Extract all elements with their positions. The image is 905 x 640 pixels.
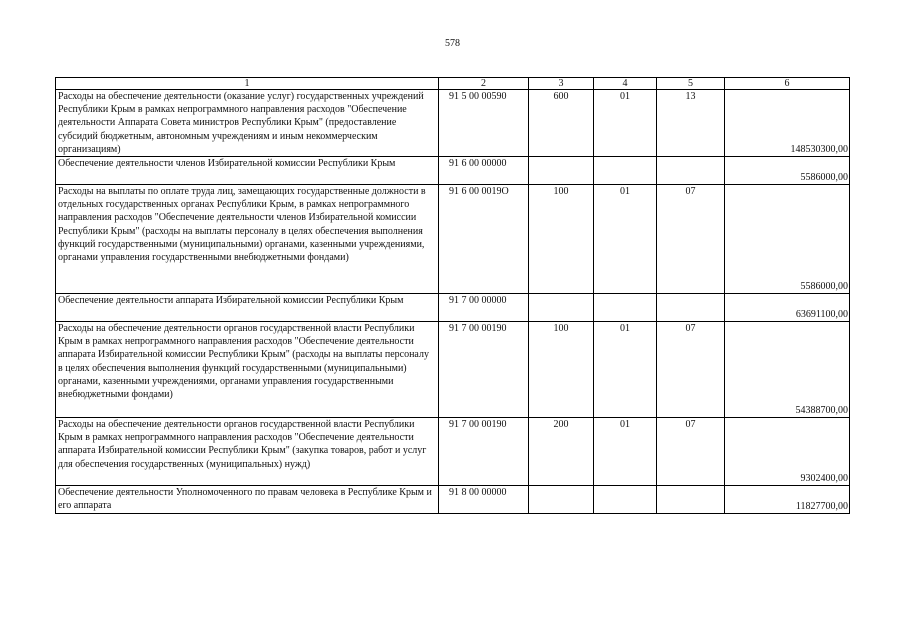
row-expense-type — [529, 294, 594, 322]
row-subsection: 07 — [657, 185, 725, 294]
table-header-row — [56, 78, 850, 90]
row-description: Расходы на обеспечение деятельности (оказание услуг) государственных учреждений Республики Крым в рамках непрограммного направления расходов "Обеспечение деятельности Аппарата Совета министров Республики Крым" (предоставление субсидий бюджетным, автономным учреждениям и иным некоммерческим организациям) — [56, 90, 439, 157]
row-subsection — [657, 294, 725, 322]
row-amount: 148530300,00 — [725, 90, 850, 157]
header-cell: 4 — [594, 78, 657, 90]
page-number: 578 — [445, 38, 460, 49]
table-row — [56, 157, 850, 185]
header-cell: 5 — [657, 78, 725, 90]
row-code: 91 7 00 00190 — [439, 418, 529, 486]
row-expense-type: 200 — [529, 418, 594, 486]
row-code: 91 5 00 00590 — [439, 90, 529, 157]
row-subsection — [657, 157, 725, 185]
table-row — [56, 322, 850, 418]
row-section: 01 — [594, 418, 657, 486]
row-description: Обеспечение деятельности аппарата Избирательной комиссии Республики Крым — [56, 294, 439, 322]
budget-table — [55, 77, 850, 514]
row-expense-type: 600 — [529, 90, 594, 157]
row-amount: 5586000,00 — [725, 157, 850, 185]
row-code: 91 6 00 00000 — [439, 157, 529, 185]
table-row — [56, 294, 850, 322]
table-row — [56, 185, 850, 294]
row-code: 91 7 00 00190 — [439, 322, 529, 418]
table-row — [56, 90, 850, 157]
row-description: Расходы на выплаты по оплате труда лиц, замещающих государственные должности в отдельных государственных органах Республики Крым, в рамках непрограммного направления расходов "Обеспечение деятельности членов Избирательной комиссии Республики Крым" (расходы на выплаты персоналу в целях обеспечения выполнения функций государственными (муниципальными) органами, казенными учреждениями, органами управления государственными внебюджетными фондами) — [56, 185, 439, 294]
row-section: 01 — [594, 322, 657, 418]
row-amount: 9302400,00 — [725, 418, 850, 486]
row-section — [594, 486, 657, 514]
row-section — [594, 294, 657, 322]
table-row — [56, 486, 850, 514]
row-section: 01 — [594, 90, 657, 157]
row-subsection: 13 — [657, 90, 725, 157]
row-section: 01 — [594, 185, 657, 294]
row-expense-type — [529, 486, 594, 514]
header-cell: 1 — [56, 78, 439, 90]
row-subsection: 07 — [657, 322, 725, 418]
row-code: 91 7 00 00000 — [439, 294, 529, 322]
row-expense-type: 100 — [529, 185, 594, 294]
header-cell: 6 — [725, 78, 850, 90]
row-subsection — [657, 486, 725, 514]
row-description: Расходы на обеспечение деятельности органов государственной власти Республики Крым в рамках непрограммного направления расходов "Обеспечение деятельности аппарата Избирательной комиссии Республики Крым" (расходы на выплаты персоналу в целях обеспечения выполнения функций государственными (муниципальными) органами, казенными учреждениями, органами управления государственными внебюджетными фондами) — [56, 322, 439, 418]
row-amount: 54388700,00 — [725, 322, 850, 418]
row-description: Обеспечение деятельности Уполномоченного по правам человека в Республике Крым и его аппарата — [56, 486, 439, 514]
header-cell: 3 — [529, 78, 594, 90]
row-expense-type — [529, 157, 594, 185]
row-amount: 63691100,00 — [725, 294, 850, 322]
row-amount: 11827700,00 — [725, 486, 850, 514]
header-cell: 2 — [439, 78, 529, 90]
row-section — [594, 157, 657, 185]
row-code: 91 8 00 00000 — [439, 486, 529, 514]
row-amount: 5586000,00 — [725, 185, 850, 294]
row-description: Обеспечение деятельности членов Избирательной комиссии Республики Крым — [56, 157, 439, 185]
row-code: 91 6 00 0019О — [439, 185, 529, 294]
row-description: Расходы на обеспечение деятельности органов государственной власти Республики Крым в рамках непрограммного направления расходов "Обеспечение деятельности аппарата Избирательной комиссии Республики Крым" (закупка товаров, работ и услуг для обеспечения государственных (муниципальных) нужд) — [56, 418, 439, 486]
row-subsection: 07 — [657, 418, 725, 486]
row-expense-type: 100 — [529, 322, 594, 418]
table-row — [56, 418, 850, 486]
